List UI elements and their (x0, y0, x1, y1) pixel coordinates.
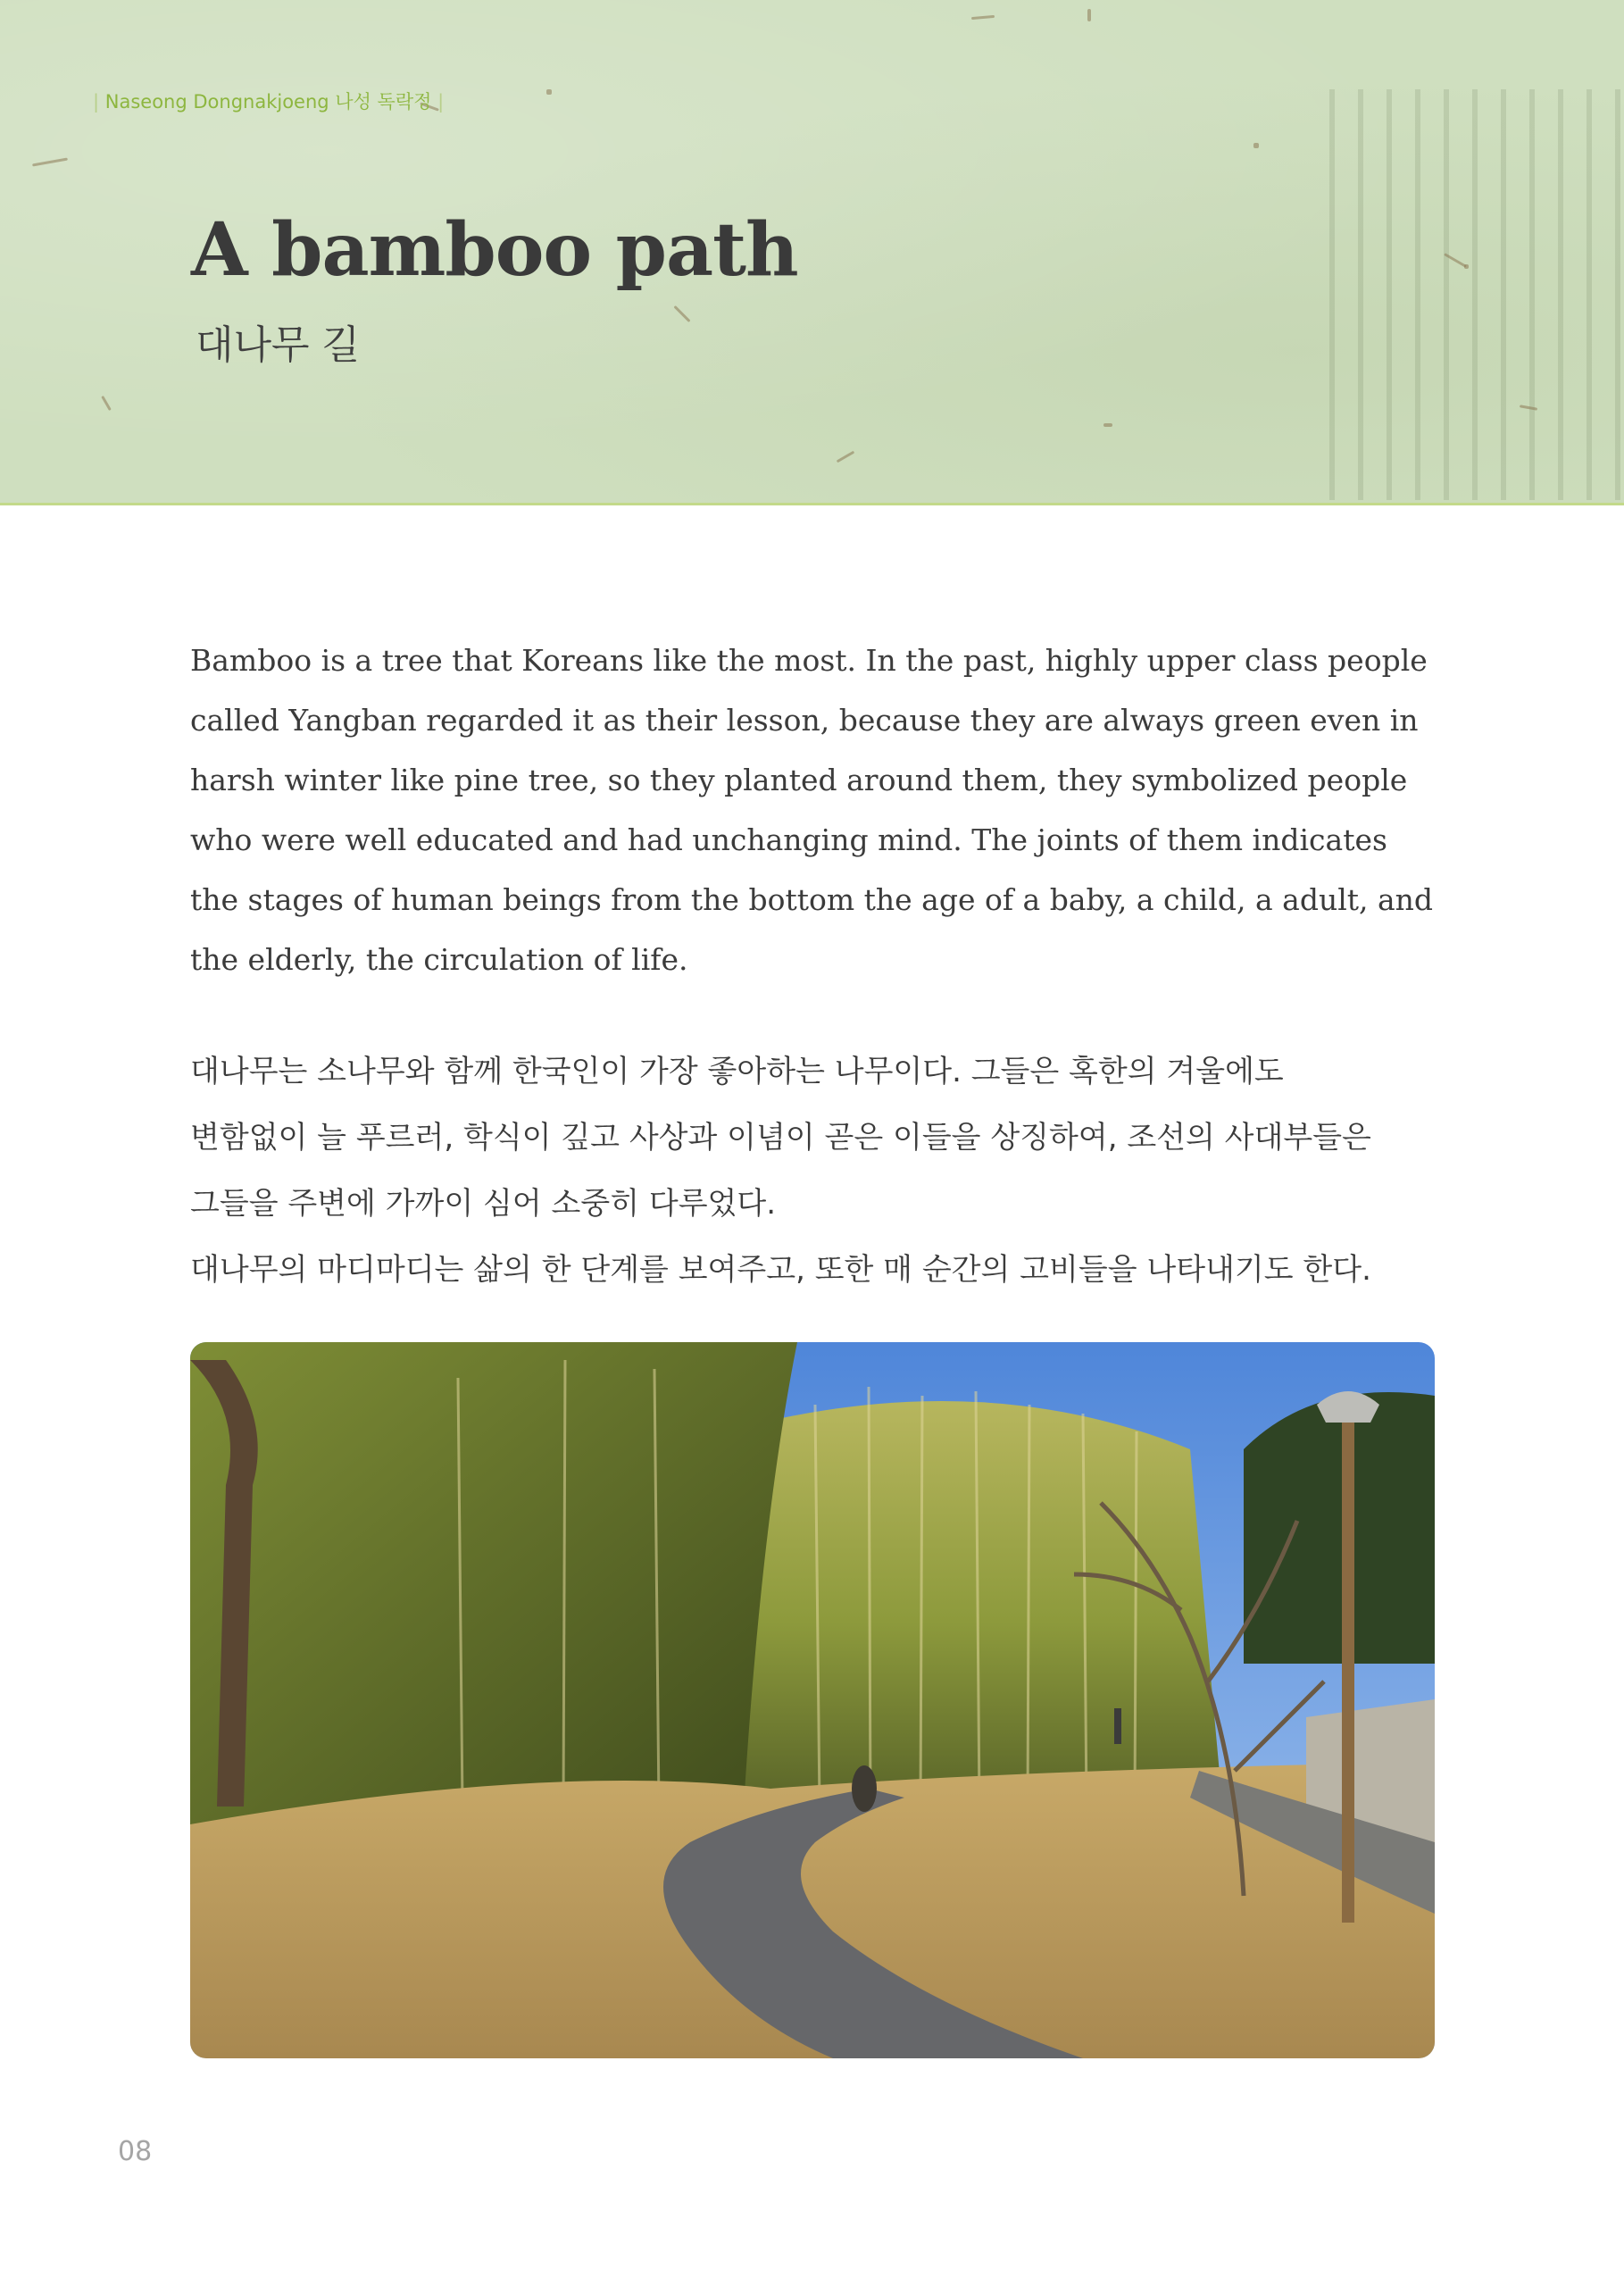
english-line: the stages of human beings from the bottom the age of a baby, a child, a adult, and (190, 882, 1434, 917)
korean-line: 그들을 주변에 가까이 심어 소중히 다루었다. (190, 1186, 777, 1222)
english-line: Bamboo is a tree that Koreans like the most. In the past, highly upper class people (190, 643, 1428, 678)
korean-line: 변함없이 늘 푸르러, 학식이 깊고 사상과 이념이 곧은 이들을 상징하여, 조선의 사대부들은 (190, 1120, 1371, 1156)
running-head (93, 88, 444, 114)
lamp-post (1342, 1423, 1354, 1923)
paper-fleck (1253, 143, 1259, 148)
decorative-pattern (1329, 89, 1624, 500)
paper-fleck (32, 158, 68, 167)
pine-trees-right (1244, 1392, 1435, 1664)
bamboo-path-illustration (190, 1342, 1435, 2058)
korean-line: 대나무의 마디마디는 삶의 한 단계를 보여주고, 또한 매 순간의 고비들을 나타내기도 한다. (190, 1252, 1371, 1288)
page-title: A bamboo path (191, 207, 798, 293)
walking-person (852, 1765, 877, 1812)
header-banner (0, 0, 1624, 505)
paper-fleck (546, 89, 552, 95)
paper-fleck (673, 305, 690, 322)
path-light (1114, 1708, 1121, 1744)
paper-fleck (1103, 423, 1112, 427)
paper-fleck (971, 15, 995, 20)
english-line: who were well educated and had unchanging mind. The joints of them indicates (190, 822, 1387, 857)
korean-paragraph (190, 1039, 1458, 1303)
english-paragraph (190, 630, 1440, 989)
english-line: the elderly, the circulation of life. (190, 942, 688, 977)
running-head-bar-right: | (437, 91, 445, 113)
korean-line: 대나무는 소나무와 함께 한국인이 가장 좋아하는 나무이다. 그들은 혹한의 겨울에도 (190, 1054, 1284, 1089)
english-line: harsh winter like pine tree, so they planted around them, they symbolized people (190, 763, 1408, 797)
paper-fleck (101, 396, 112, 411)
bamboo-path-photo (190, 1342, 1435, 2058)
page-subtitle-korean: 대나무 길 (196, 322, 361, 368)
running-head-bar-left: | (93, 91, 100, 113)
paper-fleck (1087, 9, 1091, 21)
paper-fleck (1464, 264, 1469, 269)
page-number: 08 (118, 2136, 153, 2167)
running-head-text: Naseong Dongnakjoeng 나성 독락정 (104, 91, 432, 113)
english-line: called Yangban regarded it as their lesson, because they are always green even in (190, 703, 1419, 738)
left-foliage (190, 1342, 797, 1842)
paper-fleck (837, 451, 855, 463)
